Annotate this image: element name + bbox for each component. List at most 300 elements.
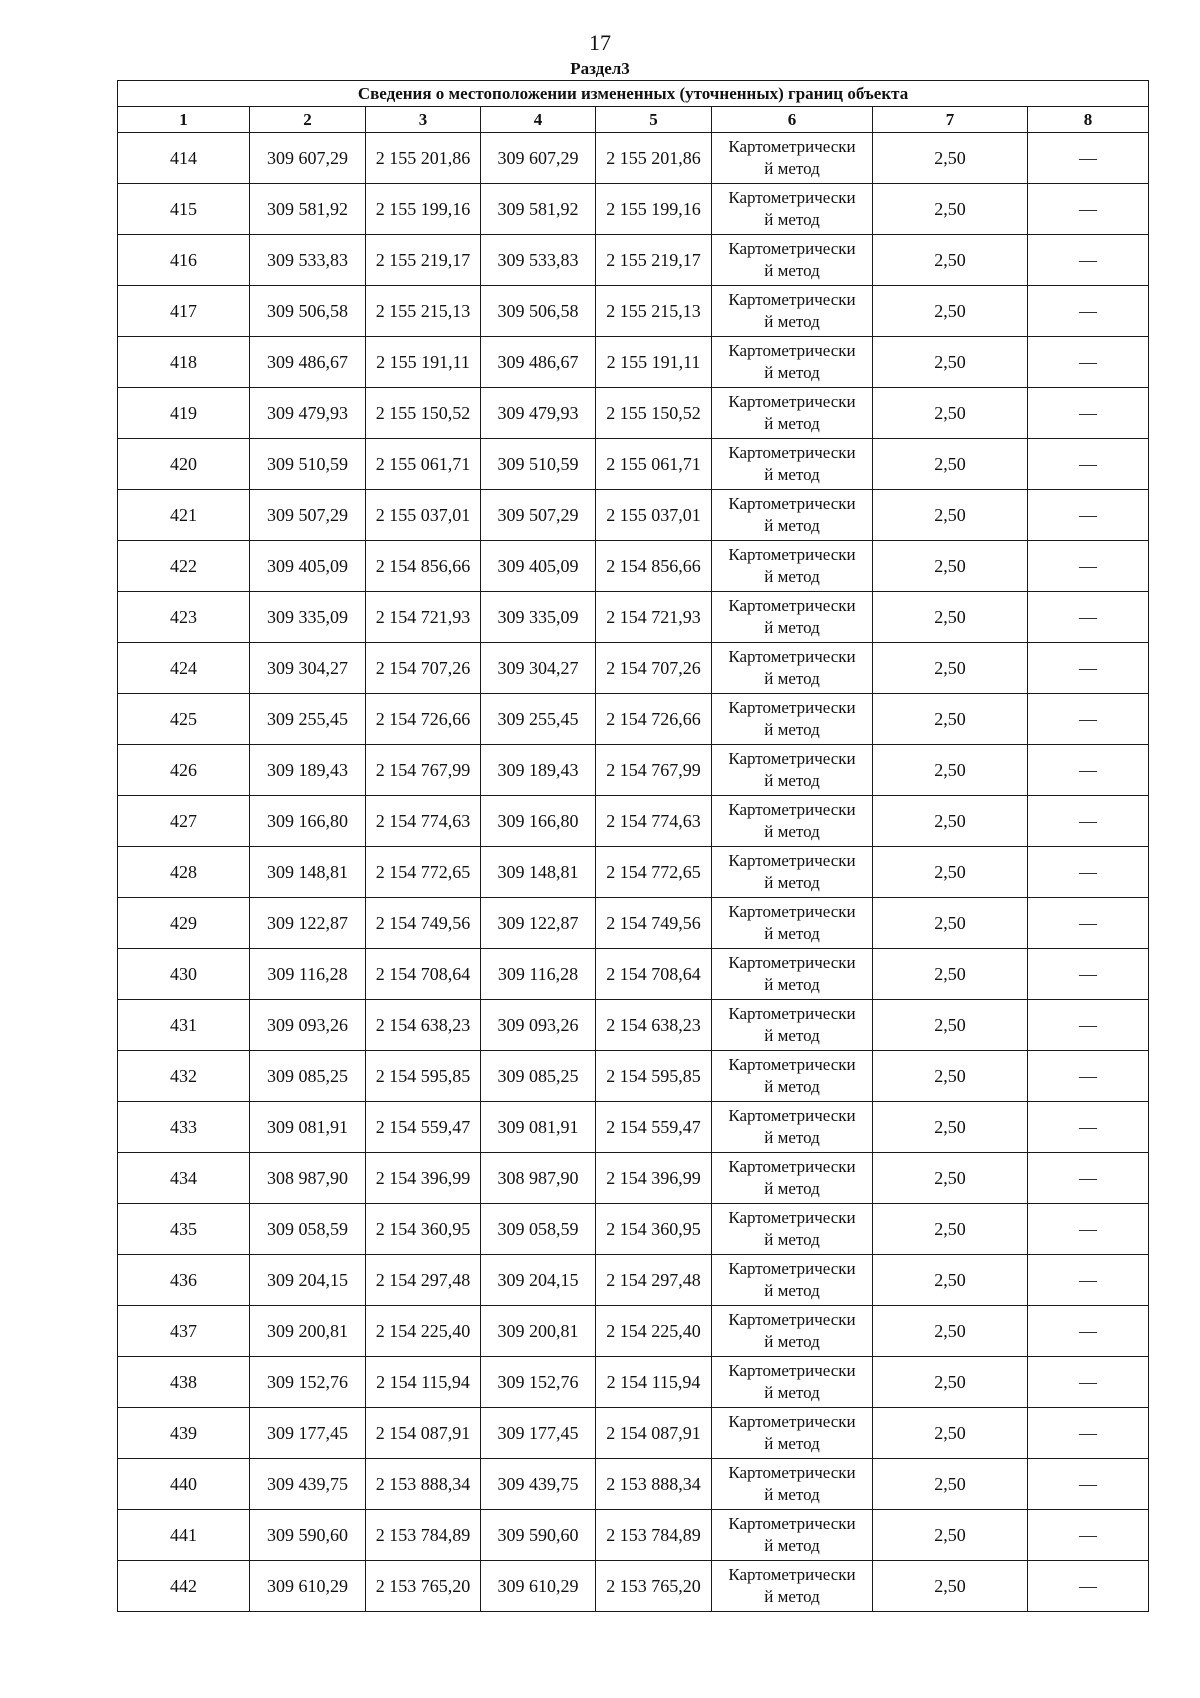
accuracy-cell: 2,50 — [873, 1204, 1028, 1255]
point-number-cell: 417 — [118, 286, 250, 337]
refined-x-cell: 309 335,09 — [481, 592, 596, 643]
method-line-2: й метод — [764, 618, 820, 637]
accuracy-cell: 2,50 — [873, 643, 1028, 694]
method-line-2: й метод — [764, 210, 820, 229]
refined-y-cell: 2 154 396,99 — [596, 1153, 712, 1204]
refined-y-cell: 2 154 767,99 — [596, 745, 712, 796]
point-number-cell: 414 — [118, 133, 250, 184]
note-cell: — — [1028, 235, 1149, 286]
method-line-2: й метод — [764, 1179, 820, 1198]
accuracy-cell: 2,50 — [873, 133, 1028, 184]
refined-y-cell: 2 154 115,94 — [596, 1357, 712, 1408]
refined-y-cell: 2 155 199,16 — [596, 184, 712, 235]
table-title: Сведения о местоположении измененных (уточненных) границ объекта — [118, 81, 1149, 107]
method-cell — [712, 235, 873, 286]
method-line-2: й метод — [764, 1230, 820, 1249]
method-line-1: Картометрически — [728, 443, 856, 462]
existing-x-cell: 309 122,87 — [250, 898, 366, 949]
existing-y-cell: 2 155 201,86 — [366, 133, 481, 184]
existing-x-cell: 309 510,59 — [250, 439, 366, 490]
note-cell: — — [1028, 1408, 1149, 1459]
method-line-1: Картометрически — [728, 494, 856, 513]
method-line-2: й метод — [764, 975, 820, 994]
existing-y-cell: 2 154 360,95 — [366, 1204, 481, 1255]
note-cell: — — [1028, 1153, 1149, 1204]
existing-x-cell: 309 255,45 — [250, 694, 366, 745]
method-line-2: й метод — [764, 1587, 820, 1606]
point-number-cell: 437 — [118, 1306, 250, 1357]
accuracy-cell: 2,50 — [873, 1102, 1028, 1153]
point-number-cell: 435 — [118, 1204, 250, 1255]
point-number-cell: 427 — [118, 796, 250, 847]
refined-x-cell: 309 058,59 — [481, 1204, 596, 1255]
method-line-2: й метод — [764, 312, 820, 331]
existing-x-cell: 309 533,83 — [250, 235, 366, 286]
existing-y-cell: 2 154 856,66 — [366, 541, 481, 592]
method-line-2: й метод — [764, 1536, 820, 1555]
point-number-cell: 419 — [118, 388, 250, 439]
accuracy-cell: 2,50 — [873, 1153, 1028, 1204]
refined-x-cell: 309 610,29 — [481, 1561, 596, 1612]
table-row — [118, 1561, 1149, 1612]
existing-y-cell: 2 154 638,23 — [366, 1000, 481, 1051]
column-number: 3 — [366, 107, 481, 133]
point-number-cell: 441 — [118, 1510, 250, 1561]
existing-y-cell: 2 154 225,40 — [366, 1306, 481, 1357]
method-cell — [712, 1459, 873, 1510]
method-line-2: й метод — [764, 1128, 820, 1147]
section-label: Раздел3 — [570, 59, 630, 78]
table-row — [118, 235, 1149, 286]
existing-x-cell: 309 081,91 — [250, 1102, 366, 1153]
refined-y-cell: 2 154 774,63 — [596, 796, 712, 847]
method-line-1: Картометрически — [728, 545, 856, 564]
existing-x-cell: 309 590,60 — [250, 1510, 366, 1561]
note-cell: — — [1028, 1357, 1149, 1408]
method-cell — [712, 1051, 873, 1102]
method-cell — [712, 1357, 873, 1408]
table-row — [118, 745, 1149, 796]
method-cell — [712, 286, 873, 337]
note-cell: — — [1028, 847, 1149, 898]
existing-x-cell: 309 439,75 — [250, 1459, 366, 1510]
table-row — [118, 1204, 1149, 1255]
point-number-cell: 423 — [118, 592, 250, 643]
method-line-1: Картометрически — [728, 188, 856, 207]
point-number-cell: 431 — [118, 1000, 250, 1051]
note-cell: — — [1028, 439, 1149, 490]
method-cell — [712, 184, 873, 235]
accuracy-cell: 2,50 — [873, 847, 1028, 898]
method-line-1: Картометрически — [728, 137, 856, 156]
existing-x-cell: 309 152,76 — [250, 1357, 366, 1408]
existing-x-cell: 309 166,80 — [250, 796, 366, 847]
method-line-2: й метод — [764, 822, 820, 841]
note-cell: — — [1028, 1561, 1149, 1612]
method-line-1: Картометрически — [728, 1463, 856, 1482]
accuracy-cell: 2,50 — [873, 388, 1028, 439]
refined-x-cell: 309 204,15 — [481, 1255, 596, 1306]
accuracy-cell: 2,50 — [873, 1357, 1028, 1408]
table-row — [118, 337, 1149, 388]
refined-y-cell: 2 155 061,71 — [596, 439, 712, 490]
point-number-cell: 416 — [118, 235, 250, 286]
accuracy-cell: 2,50 — [873, 541, 1028, 592]
column-number: 5 — [596, 107, 712, 133]
table-row — [118, 643, 1149, 694]
method-cell — [712, 133, 873, 184]
refined-x-cell: 309 581,92 — [481, 184, 596, 235]
table-row — [118, 1510, 1149, 1561]
refined-x-cell: 309 607,29 — [481, 133, 596, 184]
table-row — [118, 184, 1149, 235]
note-cell: — — [1028, 796, 1149, 847]
existing-x-cell: 309 581,92 — [250, 184, 366, 235]
existing-y-cell: 2 155 199,16 — [366, 184, 481, 235]
point-number-cell: 438 — [118, 1357, 250, 1408]
accuracy-cell: 2,50 — [873, 1306, 1028, 1357]
table-row — [118, 1306, 1149, 1357]
accuracy-cell: 2,50 — [873, 898, 1028, 949]
existing-y-cell: 2 153 765,20 — [366, 1561, 481, 1612]
note-cell: — — [1028, 1255, 1149, 1306]
note-cell: — — [1028, 133, 1149, 184]
method-line-2: й метод — [764, 465, 820, 484]
table-row — [118, 1255, 1149, 1306]
table-row — [118, 1102, 1149, 1153]
method-line-1: Картометрически — [728, 596, 856, 615]
refined-y-cell: 2 154 225,40 — [596, 1306, 712, 1357]
refined-x-cell: 309 486,67 — [481, 337, 596, 388]
note-cell: — — [1028, 1204, 1149, 1255]
method-line-1: Картометрически — [728, 290, 856, 309]
table-row — [118, 133, 1149, 184]
point-number-cell: 430 — [118, 949, 250, 1000]
refined-x-cell: 309 590,60 — [481, 1510, 596, 1561]
point-number-cell: 442 — [118, 1561, 250, 1612]
note-cell: — — [1028, 184, 1149, 235]
refined-y-cell: 2 155 201,86 — [596, 133, 712, 184]
column-number: 2 — [250, 107, 366, 133]
method-line-2: й метод — [764, 414, 820, 433]
method-line-1: Картометрически — [728, 341, 856, 360]
method-line-2: й метод — [764, 1026, 820, 1045]
existing-x-cell: 308 987,90 — [250, 1153, 366, 1204]
existing-x-cell: 309 486,67 — [250, 337, 366, 388]
method-line-2: й метод — [764, 567, 820, 586]
table-row — [118, 898, 1149, 949]
method-cell — [712, 694, 873, 745]
column-number: 1 — [118, 107, 250, 133]
note-cell: — — [1028, 541, 1149, 592]
existing-x-cell: 309 093,26 — [250, 1000, 366, 1051]
table-row — [118, 490, 1149, 541]
refined-y-cell: 2 154 772,65 — [596, 847, 712, 898]
method-cell — [712, 1561, 873, 1612]
existing-y-cell: 2 155 037,01 — [366, 490, 481, 541]
table-row — [118, 541, 1149, 592]
existing-x-cell: 309 335,09 — [250, 592, 366, 643]
method-line-2: й метод — [764, 873, 820, 892]
point-number-cell: 440 — [118, 1459, 250, 1510]
table-row — [118, 847, 1149, 898]
existing-y-cell: 2 154 774,63 — [366, 796, 481, 847]
existing-x-cell: 309 507,29 — [250, 490, 366, 541]
note-cell: — — [1028, 898, 1149, 949]
accuracy-cell: 2,50 — [873, 1459, 1028, 1510]
table-row — [118, 286, 1149, 337]
method-cell — [712, 1306, 873, 1357]
refined-y-cell: 2 154 638,23 — [596, 1000, 712, 1051]
accuracy-cell: 2,50 — [873, 796, 1028, 847]
refined-x-cell: 309 122,87 — [481, 898, 596, 949]
table-row — [118, 1459, 1149, 1510]
method-line-1: Картометрически — [728, 1106, 856, 1125]
existing-y-cell: 2 155 219,17 — [366, 235, 481, 286]
boundary-coordinates-table — [117, 80, 1149, 1612]
point-number-cell: 415 — [118, 184, 250, 235]
point-number-cell: 420 — [118, 439, 250, 490]
column-number: 7 — [873, 107, 1028, 133]
refined-y-cell: 2 153 888,34 — [596, 1459, 712, 1510]
refined-x-cell: 309 255,45 — [481, 694, 596, 745]
refined-x-cell: 309 405,09 — [481, 541, 596, 592]
existing-y-cell: 2 154 707,26 — [366, 643, 481, 694]
method-line-1: Картометрически — [728, 647, 856, 666]
existing-x-cell: 309 085,25 — [250, 1051, 366, 1102]
existing-x-cell: 309 148,81 — [250, 847, 366, 898]
method-line-2: й метод — [764, 924, 820, 943]
existing-y-cell: 2 155 191,11 — [366, 337, 481, 388]
accuracy-cell: 2,50 — [873, 1408, 1028, 1459]
method-cell — [712, 1408, 873, 1459]
method-cell — [712, 1510, 873, 1561]
refined-y-cell: 2 154 726,66 — [596, 694, 712, 745]
existing-y-cell: 2 154 115,94 — [366, 1357, 481, 1408]
table-row — [118, 949, 1149, 1000]
existing-x-cell: 309 116,28 — [250, 949, 366, 1000]
method-line-2: й метод — [764, 1281, 820, 1300]
note-cell: — — [1028, 745, 1149, 796]
refined-x-cell: 309 177,45 — [481, 1408, 596, 1459]
method-line-1: Картометрически — [728, 239, 856, 258]
table-row — [118, 388, 1149, 439]
existing-y-cell: 2 153 784,89 — [366, 1510, 481, 1561]
note-cell: — — [1028, 694, 1149, 745]
point-number-cell: 429 — [118, 898, 250, 949]
existing-y-cell: 2 155 150,52 — [366, 388, 481, 439]
refined-y-cell: 2 154 721,93 — [596, 592, 712, 643]
method-line-1: Картометрически — [728, 953, 856, 972]
refined-y-cell: 2 154 707,26 — [596, 643, 712, 694]
note-cell: — — [1028, 337, 1149, 388]
method-line-1: Картометрически — [728, 1208, 856, 1227]
note-cell: — — [1028, 949, 1149, 1000]
refined-y-cell: 2 154 559,47 — [596, 1102, 712, 1153]
method-line-1: Картометрически — [728, 1514, 856, 1533]
refined-x-cell: 309 304,27 — [481, 643, 596, 694]
existing-y-cell: 2 154 595,85 — [366, 1051, 481, 1102]
existing-y-cell: 2 155 061,71 — [366, 439, 481, 490]
accuracy-cell: 2,50 — [873, 1561, 1028, 1612]
method-cell — [712, 1153, 873, 1204]
method-line-1: Картометрически — [728, 392, 856, 411]
column-number: 6 — [712, 107, 873, 133]
note-cell: — — [1028, 490, 1149, 541]
table-row — [118, 1357, 1149, 1408]
accuracy-cell: 2,50 — [873, 1051, 1028, 1102]
existing-x-cell: 309 189,43 — [250, 745, 366, 796]
point-number-cell: 439 — [118, 1408, 250, 1459]
method-line-1: Картометрически — [728, 1310, 856, 1329]
existing-x-cell: 309 177,45 — [250, 1408, 366, 1459]
method-line-1: Картометрически — [728, 1055, 856, 1074]
table-row — [118, 1051, 1149, 1102]
refined-y-cell: 2 155 150,52 — [596, 388, 712, 439]
refined-x-cell: 309 479,93 — [481, 388, 596, 439]
existing-x-cell: 309 506,58 — [250, 286, 366, 337]
table-row — [118, 439, 1149, 490]
refined-x-cell: 309 093,26 — [481, 1000, 596, 1051]
refined-x-cell: 309 506,58 — [481, 286, 596, 337]
method-cell — [712, 1204, 873, 1255]
refined-y-cell: 2 154 749,56 — [596, 898, 712, 949]
accuracy-cell: 2,50 — [873, 1000, 1028, 1051]
existing-y-cell: 2 153 888,34 — [366, 1459, 481, 1510]
refined-y-cell: 2 154 708,64 — [596, 949, 712, 1000]
refined-y-cell: 2 154 856,66 — [596, 541, 712, 592]
accuracy-cell: 2,50 — [873, 1510, 1028, 1561]
refined-x-cell: 309 439,75 — [481, 1459, 596, 1510]
refined-y-cell: 2 154 360,95 — [596, 1204, 712, 1255]
point-number-cell: 422 — [118, 541, 250, 592]
note-cell: — — [1028, 1000, 1149, 1051]
point-number-cell: 432 — [118, 1051, 250, 1102]
note-cell: — — [1028, 1051, 1149, 1102]
table-row — [118, 1000, 1149, 1051]
method-line-2: й метод — [764, 669, 820, 688]
refined-x-cell: 309 507,29 — [481, 490, 596, 541]
existing-y-cell: 2 154 749,56 — [366, 898, 481, 949]
method-cell — [712, 541, 873, 592]
existing-y-cell: 2 154 708,64 — [366, 949, 481, 1000]
point-number-cell: 436 — [118, 1255, 250, 1306]
accuracy-cell: 2,50 — [873, 235, 1028, 286]
method-line-1: Картометрически — [728, 749, 856, 768]
refined-x-cell: 309 533,83 — [481, 235, 596, 286]
existing-x-cell: 309 479,93 — [250, 388, 366, 439]
table-row — [118, 1408, 1149, 1459]
method-cell — [712, 439, 873, 490]
refined-x-cell: 309 510,59 — [481, 439, 596, 490]
accuracy-cell: 2,50 — [873, 745, 1028, 796]
point-number-cell: 426 — [118, 745, 250, 796]
refined-x-cell: 309 200,81 — [481, 1306, 596, 1357]
existing-x-cell: 309 058,59 — [250, 1204, 366, 1255]
method-cell — [712, 847, 873, 898]
method-line-1: Картометрически — [728, 1565, 856, 1584]
method-cell — [712, 949, 873, 1000]
table-row — [118, 1153, 1149, 1204]
method-cell — [712, 898, 873, 949]
refined-y-cell: 2 154 297,48 — [596, 1255, 712, 1306]
method-cell — [712, 745, 873, 796]
table-row — [118, 694, 1149, 745]
method-cell — [712, 592, 873, 643]
table-body — [118, 133, 1149, 1612]
refined-x-cell: 309 116,28 — [481, 949, 596, 1000]
note-cell: — — [1028, 643, 1149, 694]
refined-x-cell: 309 189,43 — [481, 745, 596, 796]
note-cell: — — [1028, 1306, 1149, 1357]
note-cell: — — [1028, 1459, 1149, 1510]
note-cell: — — [1028, 286, 1149, 337]
method-cell — [712, 796, 873, 847]
note-cell: — — [1028, 592, 1149, 643]
method-line-1: Картометрически — [728, 851, 856, 870]
accuracy-cell: 2,50 — [873, 1255, 1028, 1306]
method-line-1: Картометрически — [728, 1004, 856, 1023]
point-number-cell: 418 — [118, 337, 250, 388]
method-cell — [712, 1000, 873, 1051]
method-line-2: й метод — [764, 1434, 820, 1453]
accuracy-cell: 2,50 — [873, 184, 1028, 235]
accuracy-cell: 2,50 — [873, 490, 1028, 541]
column-number: 4 — [481, 107, 596, 133]
refined-y-cell: 2 154 087,91 — [596, 1408, 712, 1459]
existing-y-cell: 2 154 087,91 — [366, 1408, 481, 1459]
method-line-2: й метод — [764, 1077, 820, 1096]
refined-y-cell: 2 155 191,11 — [596, 337, 712, 388]
refined-y-cell: 2 155 215,13 — [596, 286, 712, 337]
refined-x-cell: 309 081,91 — [481, 1102, 596, 1153]
method-line-1: Картометрически — [728, 1412, 856, 1431]
note-cell: — — [1028, 1510, 1149, 1561]
table-row — [118, 796, 1149, 847]
existing-y-cell: 2 154 772,65 — [366, 847, 481, 898]
method-line-2: й метод — [764, 261, 820, 280]
existing-x-cell: 309 304,27 — [250, 643, 366, 694]
method-line-2: й метод — [764, 1383, 820, 1402]
method-line-1: Картометрически — [728, 1259, 856, 1278]
method-line-2: й метод — [764, 159, 820, 178]
refined-x-cell: 309 148,81 — [481, 847, 596, 898]
accuracy-cell: 2,50 — [873, 286, 1028, 337]
refined-y-cell: 2 154 595,85 — [596, 1051, 712, 1102]
refined-y-cell: 2 155 219,17 — [596, 235, 712, 286]
column-number: 8 — [1028, 107, 1149, 133]
existing-y-cell: 2 155 215,13 — [366, 286, 481, 337]
refined-x-cell: 309 166,80 — [481, 796, 596, 847]
table-row — [118, 592, 1149, 643]
method-cell — [712, 388, 873, 439]
existing-x-cell: 309 200,81 — [250, 1306, 366, 1357]
point-number-cell: 434 — [118, 1153, 250, 1204]
method-line-1: Картометрически — [728, 1361, 856, 1380]
method-cell — [712, 1102, 873, 1153]
refined-x-cell: 309 085,25 — [481, 1051, 596, 1102]
method-line-2: й метод — [764, 771, 820, 790]
point-number-cell: 421 — [118, 490, 250, 541]
method-line-2: й метод — [764, 720, 820, 739]
existing-y-cell: 2 154 396,99 — [366, 1153, 481, 1204]
note-cell: — — [1028, 388, 1149, 439]
accuracy-cell: 2,50 — [873, 439, 1028, 490]
note-cell: — — [1028, 1102, 1149, 1153]
existing-y-cell: 2 154 767,99 — [366, 745, 481, 796]
accuracy-cell: 2,50 — [873, 592, 1028, 643]
method-line-1: Картометрически — [728, 1157, 856, 1176]
